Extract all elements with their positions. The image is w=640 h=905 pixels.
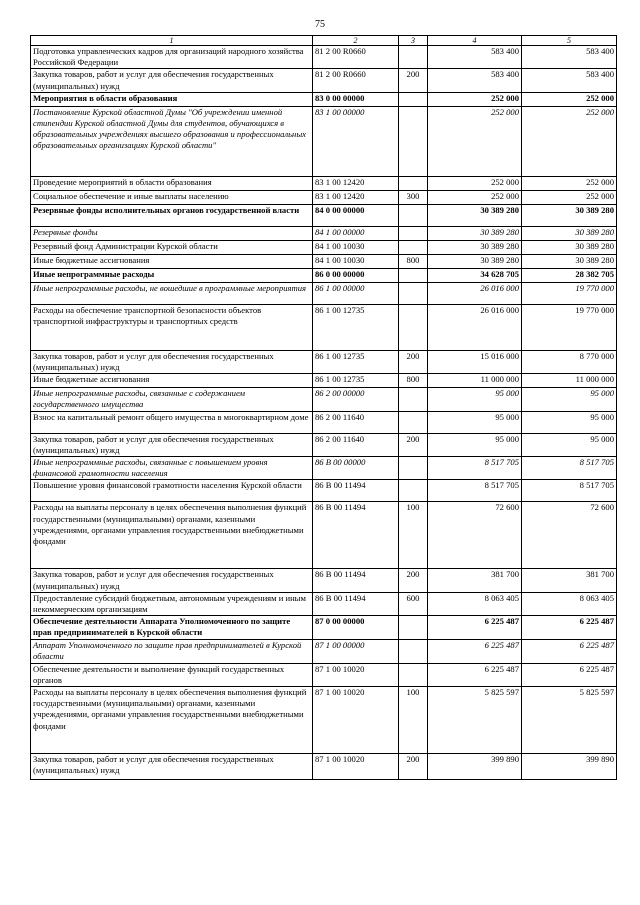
header-col-4: 4 xyxy=(428,36,522,46)
table-row xyxy=(31,640,617,663)
row-vr: 200 xyxy=(399,754,428,780)
header-col-2: 2 xyxy=(313,36,399,46)
row-code: 86 В 00 00000 xyxy=(313,457,399,480)
row-name: Постановление Курской областной Думы "Об учреждении именной стипендии Курской областной Думы для студентов, обучающихся в образовательных учреждениях высшего образования и профессиональных образовательных организациях Курской области" xyxy=(31,106,313,176)
row-code: 86 В 00 11494 xyxy=(313,569,399,592)
table-row xyxy=(31,616,617,640)
budget-table xyxy=(30,35,617,780)
row-name: Закупка товаров, работ и услуг для обеспечения государственных (муниципальных) нужд xyxy=(31,350,313,373)
row-sum-col4: 95 000 xyxy=(428,388,522,411)
row-sum-col4: 95 000 xyxy=(428,411,522,433)
row-sum-col5: 19 770 000 xyxy=(522,304,617,350)
row-sum-col5: 583 400 xyxy=(522,69,617,92)
table-row xyxy=(31,350,617,373)
row-code: 86 1 00 00000 xyxy=(313,282,399,304)
row-sum-col5: 8 063 405 xyxy=(522,592,617,615)
row-name: Иные непрограммные расходы, не вошедшие в программные мероприятия xyxy=(31,282,313,304)
row-vr: 200 xyxy=(399,69,428,92)
table-row xyxy=(31,190,617,204)
row-sum-col4: 252 000 xyxy=(428,92,522,106)
table-row xyxy=(31,69,617,92)
row-vr: 100 xyxy=(399,502,428,569)
table-row xyxy=(31,592,617,615)
row-sum-col4: 6 225 487 xyxy=(428,663,522,686)
table-row xyxy=(31,282,617,304)
row-name: Расходы на обеспечение транспортной безопасности объектов транспортной инфраструктуры и транспортных средств xyxy=(31,304,313,350)
table-row xyxy=(31,268,617,282)
table-row xyxy=(31,388,617,411)
table-row xyxy=(31,46,617,69)
row-vr xyxy=(399,176,428,190)
row-sum-col5: 95 000 xyxy=(522,388,617,411)
row-code: 86 1 00 12735 xyxy=(313,374,399,388)
row-name: Расходы на выплаты персоналу в целях обеспечения выполнения функций государственными (муниципальными) органами, казенными учреждениями, органами управления государственными внебюджетными фондами xyxy=(31,687,313,754)
row-vr: 800 xyxy=(399,254,428,268)
row-name: Закупка товаров, работ и услуг для обеспечения государственных (муниципальных) нужд xyxy=(31,754,313,780)
row-name: Социальное обеспечение и иные выплаты населению xyxy=(31,190,313,204)
table-row xyxy=(31,374,617,388)
table-row xyxy=(31,92,617,106)
row-sum-col4: 15 016 000 xyxy=(428,350,522,373)
row-vr xyxy=(399,106,428,176)
row-name: Обеспечение деятельности Аппарата Уполномоченного по защите прав предпринимателей в Курской области xyxy=(31,616,313,640)
table-row xyxy=(31,411,617,433)
row-sum-col5: 30 389 280 xyxy=(522,254,617,268)
row-code: 83 1 00 00000 xyxy=(313,106,399,176)
row-name: Иные бюджетные ассигнования xyxy=(31,254,313,268)
row-name: Подготовка управленческих кадров для организаций народного хозяйства Российской Федерации xyxy=(31,46,313,69)
row-code: 83 1 00 12420 xyxy=(313,176,399,190)
row-sum-col5: 6 225 487 xyxy=(522,663,617,686)
row-code: 83 0 00 00000 xyxy=(313,92,399,106)
row-sum-col5: 8 517 705 xyxy=(522,480,617,502)
table-row xyxy=(31,204,617,226)
row-name: Предоставление субсидий бюджетным, автономным учреждениям и иным некоммерческим организациям xyxy=(31,592,313,615)
row-sum-col4: 8 063 405 xyxy=(428,592,522,615)
row-name: Аппарат Уполномоченного по защите прав предпринимателей в Курской области xyxy=(31,640,313,663)
row-vr xyxy=(399,663,428,686)
row-sum-col4: 72 600 xyxy=(428,502,522,569)
table-row xyxy=(31,240,617,254)
table-row xyxy=(31,433,617,456)
row-code: 86 2 00 11640 xyxy=(313,433,399,456)
row-sum-col5: 8 770 000 xyxy=(522,350,617,373)
row-name: Иные бюджетные ассигнования xyxy=(31,374,313,388)
row-sum-col4: 399 890 xyxy=(428,754,522,780)
row-name: Иные непрограммные расходы, связанные с содержанием государственного имущества xyxy=(31,388,313,411)
row-code: 86 В 00 11494 xyxy=(313,502,399,569)
row-sum-col4: 5 825 597 xyxy=(428,687,522,754)
table-row xyxy=(31,176,617,190)
row-vr xyxy=(399,226,428,240)
row-code: 83 1 00 12420 xyxy=(313,190,399,204)
row-code: 81 2 00 R0660 xyxy=(313,69,399,92)
row-sum-col5: 583 400 xyxy=(522,46,617,69)
header-col-5: 5 xyxy=(522,36,617,46)
row-sum-col4: 30 389 280 xyxy=(428,254,522,268)
row-sum-col4: 8 517 705 xyxy=(428,480,522,502)
row-sum-col5: 399 890 xyxy=(522,754,617,780)
row-sum-col5: 8 517 705 xyxy=(522,457,617,480)
table-row xyxy=(31,254,617,268)
row-vr xyxy=(399,388,428,411)
row-code: 87 1 00 10020 xyxy=(313,687,399,754)
row-name: Обеспечение деятельности и выполнение функций государственных органов xyxy=(31,663,313,686)
row-sum-col4: 252 000 xyxy=(428,106,522,176)
table-row xyxy=(31,754,617,780)
table-row xyxy=(31,304,617,350)
row-sum-col5: 30 389 280 xyxy=(522,204,617,226)
table-row xyxy=(31,502,617,569)
table-row xyxy=(31,457,617,480)
row-sum-col4: 381 700 xyxy=(428,569,522,592)
row-vr xyxy=(399,480,428,502)
row-name: Закупка товаров, работ и услуг для обеспечения государственных (муниципальных) нужд xyxy=(31,433,313,456)
row-code: 84 0 00 00000 xyxy=(313,204,399,226)
row-sum-col5: 28 382 705 xyxy=(522,268,617,282)
row-vr xyxy=(399,411,428,433)
row-vr xyxy=(399,240,428,254)
table-row xyxy=(31,663,617,686)
row-sum-col4: 6 225 487 xyxy=(428,616,522,640)
row-name: Закупка товаров, работ и услуг для обеспечения государственных (муниципальных) нужд xyxy=(31,69,313,92)
row-name: Повышение уровня финансовой грамотности населения Курской области xyxy=(31,480,313,502)
row-sum-col5: 252 000 xyxy=(522,106,617,176)
table-row xyxy=(31,569,617,592)
row-sum-col4: 34 628 705 xyxy=(428,268,522,282)
row-name: Резервные фонды xyxy=(31,226,313,240)
row-name: Иные непрограммные расходы, связанные с повышением уровня финансовой грамотности населения xyxy=(31,457,313,480)
row-name: Резервные фонды исполнительных органов государственной власти xyxy=(31,204,313,226)
row-sum-col5: 252 000 xyxy=(522,176,617,190)
row-vr xyxy=(399,282,428,304)
header-col-1: 1 xyxy=(31,36,313,46)
row-sum-col4: 30 389 280 xyxy=(428,204,522,226)
row-vr xyxy=(399,92,428,106)
row-name: Резервный фонд Администрации Курской области xyxy=(31,240,313,254)
row-sum-col4: 8 517 705 xyxy=(428,457,522,480)
row-sum-col5: 30 389 280 xyxy=(522,226,617,240)
row-name: Взнос на капитальный ремонт общего имущества в многоквартирном доме xyxy=(31,411,313,433)
row-sum-col5: 5 825 597 xyxy=(522,687,617,754)
row-sum-col4: 252 000 xyxy=(428,190,522,204)
row-vr: 800 xyxy=(399,374,428,388)
row-code: 87 1 00 00000 xyxy=(313,640,399,663)
row-code: 84 1 00 10030 xyxy=(313,240,399,254)
row-sum-col4: 11 000 000 xyxy=(428,374,522,388)
row-vr: 600 xyxy=(399,592,428,615)
row-sum-col4: 6 225 487 xyxy=(428,640,522,663)
row-code: 86 В 00 11494 xyxy=(313,480,399,502)
row-sum-col5: 252 000 xyxy=(522,92,617,106)
table-row xyxy=(31,226,617,240)
row-code: 84 1 00 10030 xyxy=(313,254,399,268)
row-sum-col4: 583 400 xyxy=(428,46,522,69)
row-code: 87 0 00 00000 xyxy=(313,616,399,640)
row-vr xyxy=(399,304,428,350)
row-vr: 100 xyxy=(399,687,428,754)
row-code: 86 1 00 12735 xyxy=(313,350,399,373)
row-code: 86 2 00 11640 xyxy=(313,411,399,433)
row-sum-col5: 252 000 xyxy=(522,190,617,204)
row-code: 86 0 00 00000 xyxy=(313,268,399,282)
row-sum-col5: 19 770 000 xyxy=(522,282,617,304)
row-code: 86 2 00 00000 xyxy=(313,388,399,411)
row-vr: 300 xyxy=(399,190,428,204)
row-sum-col5: 30 389 280 xyxy=(522,240,617,254)
row-vr: 200 xyxy=(399,569,428,592)
table-row xyxy=(31,480,617,502)
table-header-row xyxy=(31,36,617,46)
row-code: 86 1 00 12735 xyxy=(313,304,399,350)
row-name: Мероприятия в области образования xyxy=(31,92,313,106)
row-code: 87 1 00 10020 xyxy=(313,754,399,780)
row-code: 81 2 00 R0660 xyxy=(313,46,399,69)
table-row xyxy=(31,687,617,754)
row-sum-col4: 30 389 280 xyxy=(428,240,522,254)
table-row xyxy=(31,106,617,176)
row-sum-col5: 6 225 487 xyxy=(522,640,617,663)
header-col-3: 3 xyxy=(399,36,428,46)
row-vr: 200 xyxy=(399,433,428,456)
row-sum-col5: 72 600 xyxy=(522,502,617,569)
row-sum-col4: 95 000 xyxy=(428,433,522,456)
row-sum-col5: 95 000 xyxy=(522,433,617,456)
row-sum-col4: 26 016 000 xyxy=(428,304,522,350)
row-vr: 200 xyxy=(399,350,428,373)
row-name: Расходы на выплаты персоналу в целях обеспечения выполнения функций государственными (муниципальными) органами, казенными учреждениями, органами управления государственными внебюджетными фондами xyxy=(31,502,313,569)
row-code: 87 1 00 10020 xyxy=(313,663,399,686)
row-sum-col5: 381 700 xyxy=(522,569,617,592)
row-vr xyxy=(399,457,428,480)
row-name: Иные непрограммные расходы xyxy=(31,268,313,282)
row-vr xyxy=(399,640,428,663)
row-sum-col5: 6 225 487 xyxy=(522,616,617,640)
row-sum-col4: 26 016 000 xyxy=(428,282,522,304)
row-name: Проведение мероприятий в области образования xyxy=(31,176,313,190)
row-code: 84 1 00 00000 xyxy=(313,226,399,240)
row-vr xyxy=(399,204,428,226)
row-vr xyxy=(399,616,428,640)
row-vr xyxy=(399,268,428,282)
row-sum-col5: 95 000 xyxy=(522,411,617,433)
row-sum-col4: 30 389 280 xyxy=(428,226,522,240)
row-sum-col5: 11 000 000 xyxy=(522,374,617,388)
row-vr xyxy=(399,46,428,69)
row-sum-col4: 252 000 xyxy=(428,176,522,190)
row-name: Закупка товаров, работ и услуг для обеспечения государственных (муниципальных) нужд xyxy=(31,569,313,592)
row-code: 86 В 00 11494 xyxy=(313,592,399,615)
row-sum-col4: 583 400 xyxy=(428,69,522,92)
page-number: 75 xyxy=(315,19,325,30)
